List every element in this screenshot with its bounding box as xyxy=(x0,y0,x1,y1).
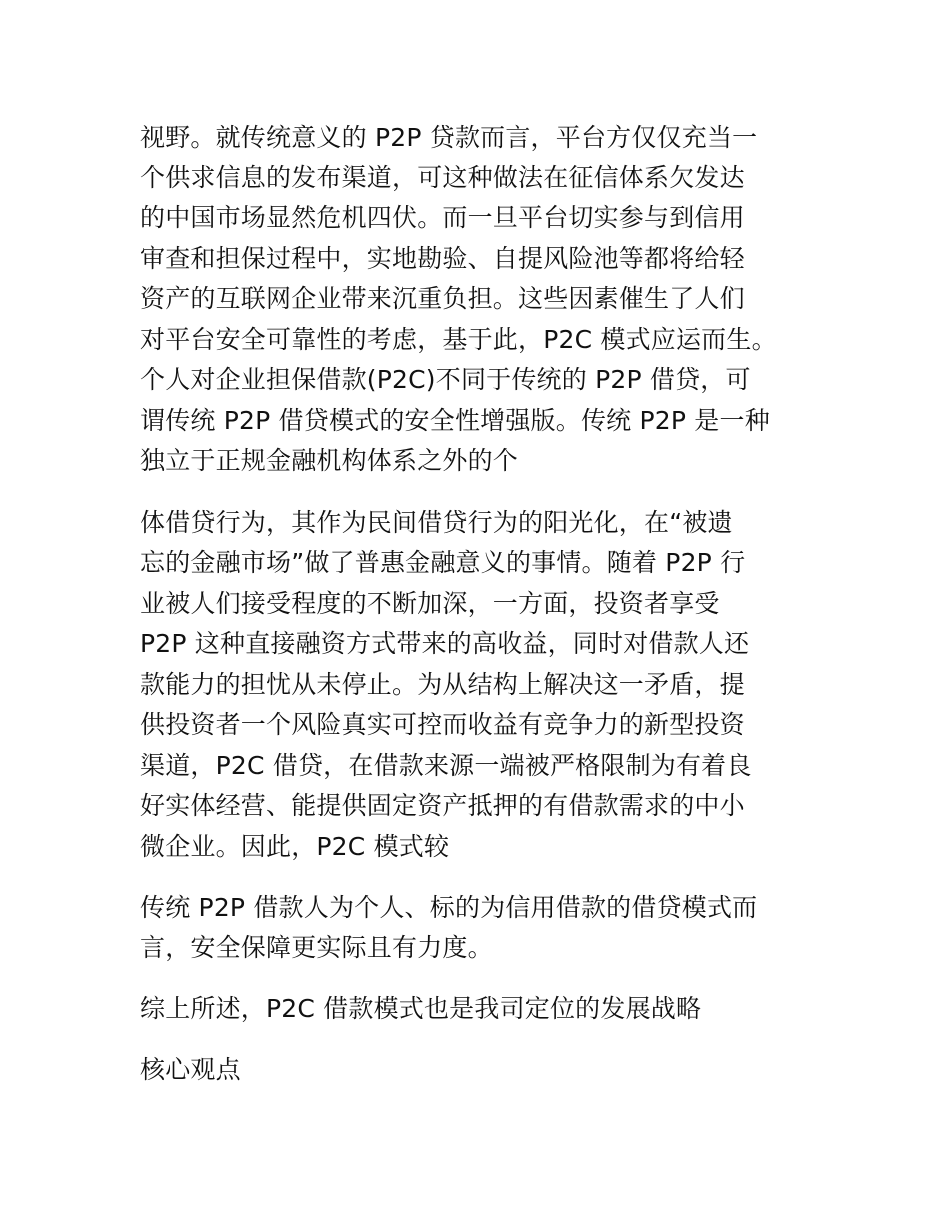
paragraph-line: 对平台安全可靠性的考虑，基于此，P2C 模式应运而生。 xyxy=(140,325,777,354)
paragraph-line: 款能力的担忧从未停止。为从结构上解决这一矛盾，提 xyxy=(140,670,745,699)
paragraph-line: 综上所述，P2C 借款模式也是我司定位的发展战略 xyxy=(140,994,702,1023)
paragraph-line: 谓传统 P2P 借贷模式的安全性增强版。传统 P2P 是一种 xyxy=(140,406,770,435)
paragraph-line: 渠道，P2C 借贷，在借款来源一端被严格限制为有着良 xyxy=(140,751,752,780)
paragraph-line: 的中国市场显然危机四伏。而一旦平台切实参与到信用 xyxy=(140,203,745,232)
paragraph-line: 业被人们接受程度的不断加深，一方面，投资者享受 xyxy=(140,589,720,618)
paragraph-line: 个人对企业担保借款(P2C)不同于传统的 P2P 借贷，可 xyxy=(140,365,751,394)
paragraph-line: 言，安全保障更实际且有力度。 xyxy=(140,933,493,962)
paragraph-line: P2P 这种直接融资方式带来的高收益，同时对借款人还 xyxy=(140,629,750,658)
paragraph-line: 传统 P2P 借款人为个人、标的为信用借款的借贷模式而 xyxy=(140,893,758,922)
paragraph-line: 好实体经营、能提供固定资产抵押的有借款需求的中小 xyxy=(140,791,745,820)
paragraph-line: 忘的金融市场”做了普惠金融意义的事情。随着 P2P 行 xyxy=(140,548,746,577)
paragraph-line: 个供求信息的发布渠道，可这种做法在征信体系欠发达 xyxy=(140,163,745,192)
paragraph-line: 资产的互联网企业带来沉重负担。这些因素催生了人们 xyxy=(140,284,745,313)
paragraph-line: 微企业。因此，P2C 模式较 xyxy=(140,832,450,861)
paragraph-line: 视野。就传统意义的 P2P 贷款而言，平台方仅仅充当一 xyxy=(140,123,758,152)
paragraph-line: 供投资者一个风险真实可控而收益有竞争力的新型投资 xyxy=(140,710,745,739)
paragraph-line: 独立于正规金融机构体系之外的个 xyxy=(140,446,519,475)
paragraph-line: 体借贷行为，其作为民间借贷行为的阳光化，在“被遗 xyxy=(140,508,733,537)
section-heading: 核心观点 xyxy=(140,1055,241,1084)
paragraph-line: 审查和担保过程中，实地勘验、自提风险池等都将给轻 xyxy=(140,244,745,273)
